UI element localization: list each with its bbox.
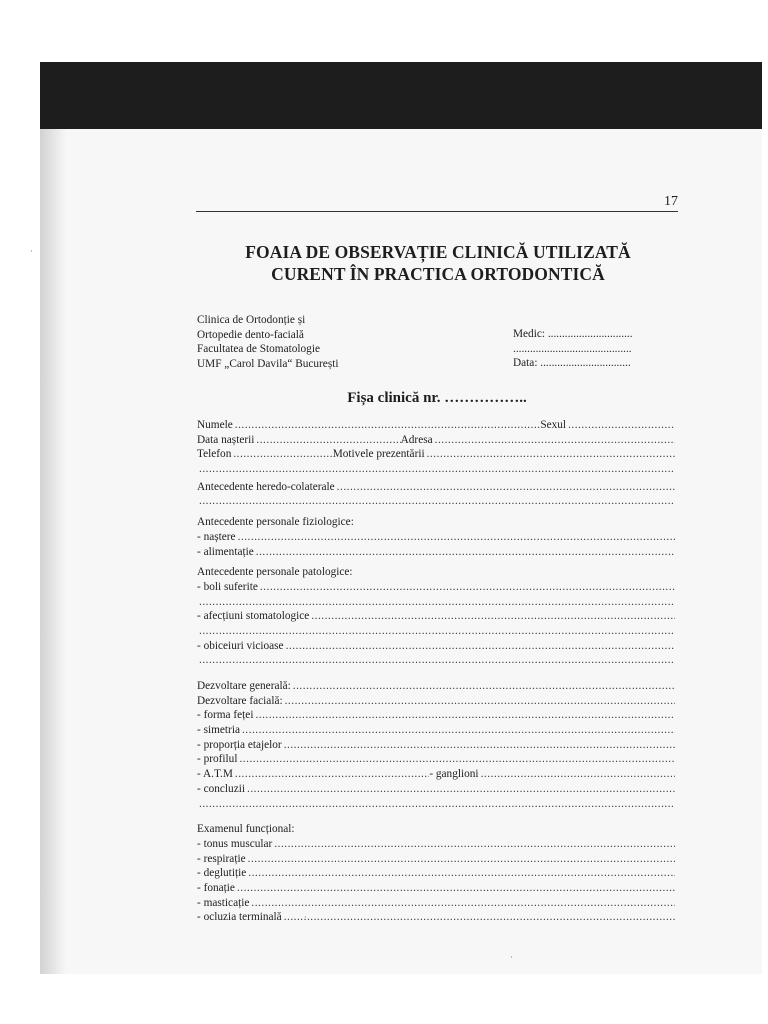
blank-line[interactable] xyxy=(197,653,675,668)
field-label: - ocluzia terminală xyxy=(197,911,282,924)
field-label: - naștere xyxy=(197,530,236,543)
field-label: - proporția etajelor xyxy=(197,738,282,751)
form-row xyxy=(197,738,675,753)
form-row xyxy=(197,708,675,723)
bad-habits-field[interactable] xyxy=(286,639,675,654)
conclusions-field[interactable] xyxy=(247,782,675,797)
field-label: - forma feței xyxy=(197,709,254,722)
form-row xyxy=(197,545,675,560)
field-label: Adresa xyxy=(400,433,433,446)
breathing-field[interactable] xyxy=(248,852,675,867)
pathological-history-heading: Antecedente personale patologice: xyxy=(197,566,353,579)
form-row xyxy=(197,752,675,767)
form-row xyxy=(197,530,675,545)
institution-line: UMF „Carol Davila“ București xyxy=(197,357,339,370)
reasons-field[interactable] xyxy=(427,447,675,462)
form-row xyxy=(197,639,675,654)
symmetry-field[interactable] xyxy=(242,723,675,738)
form-row xyxy=(197,881,675,896)
date-field[interactable]: Data: ................................ xyxy=(513,357,631,369)
field-label: Motivele prezentării xyxy=(332,448,425,461)
field-label: - ganglioni xyxy=(429,768,479,781)
form-row xyxy=(197,767,675,782)
form-row xyxy=(197,447,675,462)
physiological-history-heading: Antecedente personale fiziologice: xyxy=(197,516,354,529)
name-field[interactable] xyxy=(235,418,541,433)
field-label: - respirație xyxy=(197,852,246,865)
field-label: - simetria xyxy=(197,724,240,737)
form-row xyxy=(197,782,675,797)
field-label: - fonație xyxy=(197,881,235,894)
tmj-field[interactable] xyxy=(235,767,429,782)
field-label: Numele xyxy=(197,419,233,431)
clinical-form xyxy=(197,418,675,925)
institution-line: Clinica de Ortodonție și xyxy=(197,314,306,326)
section-heading xyxy=(197,822,675,837)
hereditary-history-field[interactable] xyxy=(337,480,675,495)
field-label: Telefon xyxy=(197,448,232,461)
medic-field[interactable]: Medic: .............................. xyxy=(513,328,633,340)
sex-field[interactable] xyxy=(568,418,675,433)
institution-line: Ortopedie dento-facială xyxy=(197,328,304,341)
lymph-nodes-field[interactable] xyxy=(481,767,675,782)
form-row xyxy=(197,852,675,867)
phonation-field[interactable] xyxy=(237,881,675,896)
clinical-sheet-title: Fișa clinică nr. …………….. xyxy=(347,390,527,406)
dental-conditions-field[interactable] xyxy=(311,609,675,624)
blank-line[interactable] xyxy=(197,624,675,639)
header-rule xyxy=(196,211,678,212)
form-row xyxy=(197,679,675,694)
swallowing-field[interactable] xyxy=(248,866,675,881)
terminal-occlusion-field[interactable] xyxy=(284,910,675,925)
form-row xyxy=(197,910,675,925)
field-label: - deglutiție xyxy=(197,867,247,880)
form-row xyxy=(197,480,675,495)
section-heading xyxy=(197,515,675,530)
blank-line[interactable] xyxy=(197,595,675,610)
facial-development-field[interactable] xyxy=(285,694,675,709)
field-label: Dezvoltare facială: xyxy=(197,694,283,707)
scan-border-top xyxy=(40,62,762,129)
field-label: - masticație xyxy=(197,896,250,909)
scan-speck: · xyxy=(30,246,33,256)
blank-line[interactable] xyxy=(197,797,675,812)
field-label: - profilul xyxy=(197,753,238,766)
field-label: - tonus muscular xyxy=(197,837,273,850)
field-label: - concluzii xyxy=(197,782,245,795)
form-row xyxy=(197,418,675,433)
form-row xyxy=(197,723,675,738)
medic-blank-line[interactable]: .......................................... xyxy=(513,342,632,355)
form-row xyxy=(197,433,675,448)
blank-line[interactable] xyxy=(197,462,675,477)
field-label: Antecedente heredo-colaterale xyxy=(197,480,335,493)
field-label: Data nașterii xyxy=(197,433,255,446)
profile-field[interactable] xyxy=(239,752,675,767)
form-row xyxy=(197,837,675,852)
blank-line[interactable] xyxy=(197,494,675,509)
page-title xyxy=(150,241,726,285)
page-number: 17 xyxy=(664,194,678,209)
mastication-field[interactable] xyxy=(251,896,675,911)
institution-block xyxy=(197,313,339,371)
field-label: Sexul xyxy=(540,419,567,431)
birth-date-field[interactable] xyxy=(256,433,400,448)
field-label: Dezvoltare generală: xyxy=(197,680,291,692)
form-row xyxy=(197,609,675,624)
past-diseases-field[interactable] xyxy=(260,580,675,595)
field-label: - alimentație xyxy=(197,545,254,558)
title-line-1: FOAIA DE OBSERVAȚIE CLINICĂ UTILIZATĂ xyxy=(245,242,631,262)
address-field[interactable] xyxy=(435,433,675,448)
form-row xyxy=(197,866,675,881)
face-shape-field[interactable] xyxy=(255,708,675,723)
title-line-2: CURENT ÎN PRACTICA ORTODONTICĂ xyxy=(271,264,605,284)
functional-exam-heading: Examenul funcțional: xyxy=(197,823,295,836)
institution-line: Facultatea de Stomatologie xyxy=(197,343,320,355)
field-label: - A.T.M xyxy=(197,768,233,781)
field-label: - boli suferite xyxy=(197,580,258,593)
form-row xyxy=(197,580,675,595)
scan-shadow xyxy=(40,129,66,974)
phone-field[interactable] xyxy=(233,447,332,462)
field-label: - afecțiuni stomatologice xyxy=(197,610,310,623)
scan-speck: · xyxy=(510,952,513,962)
birth-field[interactable] xyxy=(238,530,675,545)
field-label: - obiceiuri vicioase xyxy=(197,639,284,652)
scan-speck: · xyxy=(304,912,307,922)
general-development-field[interactable] xyxy=(293,679,675,694)
form-row xyxy=(197,694,675,709)
form-row xyxy=(197,896,675,911)
nutrition-field[interactable] xyxy=(256,545,675,560)
section-heading xyxy=(197,565,675,580)
face-proportion-field[interactable] xyxy=(284,738,675,753)
doctor-info-block xyxy=(513,327,633,371)
muscle-tone-field[interactable] xyxy=(274,837,675,852)
